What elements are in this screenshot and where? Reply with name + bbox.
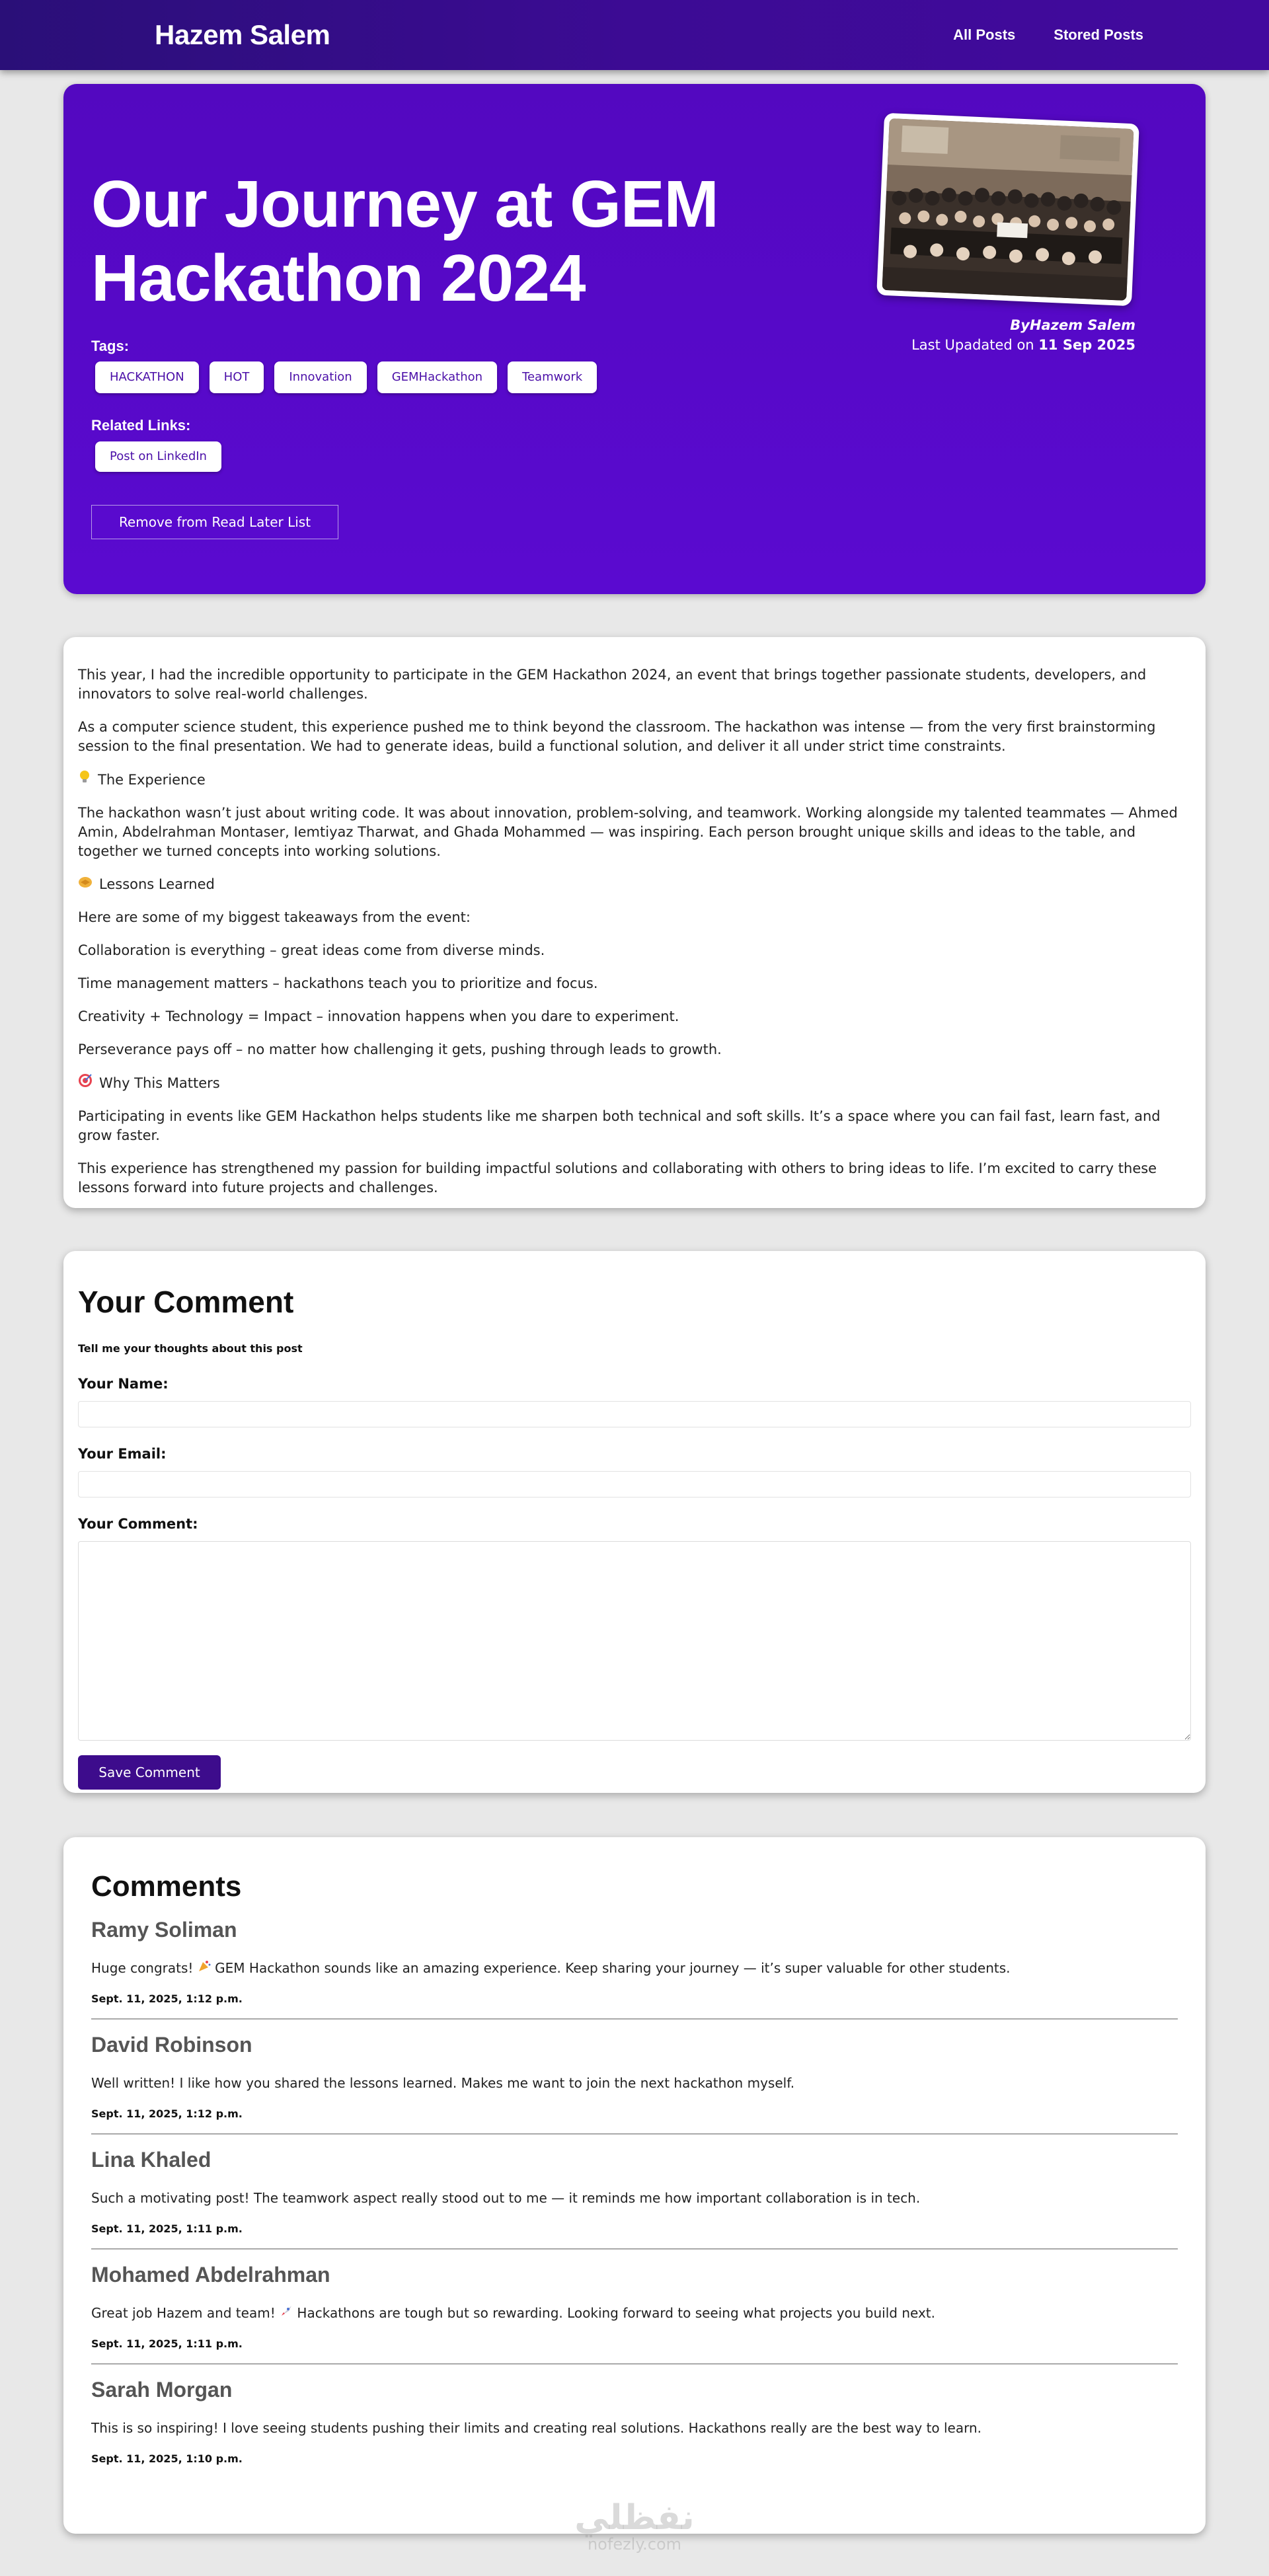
comment-form-title: Your Comment bbox=[78, 1285, 294, 1319]
post-content bbox=[63, 637, 1206, 1208]
comment-text: Well written! I like how you shared the lessons learned. Makes me want to join the next hackathon myself. bbox=[91, 2075, 795, 2091]
post-byline bbox=[911, 315, 1135, 355]
comment-item bbox=[91, 2033, 1178, 2135]
section-heading-text: Why This Matters bbox=[99, 1075, 220, 1091]
lightbulb-icon bbox=[78, 770, 91, 790]
comment-item bbox=[91, 2263, 1178, 2365]
post-image-frame bbox=[876, 113, 1139, 307]
post-paragraph: Here are some of my biggest takeaways from the event: bbox=[78, 909, 471, 925]
post-paragraph: As a computer science student, this experience pushed me to think beyond the classroom. The hackathon was intense — from the very first brainstorming session to the final presentation. We had to generate ideas, build a functional solution, and deliver it all under strict time constraints. bbox=[78, 719, 1156, 754]
post-hero bbox=[63, 84, 1206, 594]
site-brand[interactable]: Hazem Salem bbox=[155, 19, 330, 50]
post-title: Our Journey at GEM Hackathon 2024 bbox=[91, 167, 718, 315]
comment-date: Sept. 11, 2025, 1:10 p.m. bbox=[91, 2452, 243, 2465]
nav-links bbox=[953, 26, 1143, 44]
target-icon bbox=[78, 1073, 93, 1093]
nav-link-all-posts[interactable]: All Posts bbox=[953, 26, 1016, 43]
comment-author: Lina Khaled bbox=[91, 2148, 212, 2172]
comment-author: Mohamed Abdelrahman bbox=[91, 2263, 330, 2287]
post-paragraph: This year, I had the incredible opportunity to participate in the GEM Hackathon 2024, an event that brings together passionate students, developers, and innovators to solve real-world challenges. bbox=[78, 667, 1147, 702]
comments-list bbox=[63, 1837, 1206, 2534]
post-image bbox=[882, 118, 1134, 301]
comment-author: David Robinson bbox=[91, 2033, 252, 2057]
related-links-label: Related Links: bbox=[91, 417, 191, 434]
comment-date: Sept. 11, 2025, 1:11 p.m. bbox=[91, 2337, 243, 2350]
post-paragraph: Creativity + Technology = Impact – innovation happens when you dare to experiment. bbox=[78, 1008, 679, 1024]
handshake-icon bbox=[78, 875, 93, 894]
top-navbar bbox=[0, 0, 1269, 70]
post-paragraph: Perseverance pays off – no matter how challenging it gets, pushing through leads to growth. bbox=[78, 1042, 722, 1057]
linkedin-post-link[interactable]: Post on LinkedIn bbox=[95, 441, 221, 472]
rocket-icon bbox=[280, 2305, 293, 2321]
related-links bbox=[95, 441, 221, 472]
comment-form bbox=[63, 1251, 1206, 1793]
tag-chip[interactable]: HACKATHON bbox=[95, 361, 199, 393]
comment-text: Such a motivating post! The teamwork aspect really stood out to me — it reminds me how important collaboration is in tech. bbox=[91, 2190, 921, 2206]
name-label: Your Name: bbox=[78, 1376, 169, 1392]
tag-chip[interactable]: Teamwork bbox=[508, 361, 597, 393]
comment-item bbox=[91, 2148, 1178, 2250]
email-input[interactable] bbox=[78, 1471, 1191, 1497]
comment-text-part: Hackathons are tough but so rewarding. Looking forward to seeing what projects you build next. bbox=[293, 2305, 936, 2321]
post-paragraph: Participating in events like GEM Hackathon helps students like me sharpen both technical and soft skills. It’s a space where you can fail fast, learn fast, and grow faster. bbox=[78, 1108, 1161, 1143]
comment-text-part: Huge congrats! bbox=[91, 1960, 198, 1976]
comment-date: Sept. 11, 2025, 1:11 p.m. bbox=[91, 2222, 243, 2235]
comment-text bbox=[91, 2304, 1178, 2322]
post-paragraph: Time management matters – hackathons teach you to prioritize and focus. bbox=[78, 975, 598, 991]
comment-text-part: GEM Hackathon sounds like an amazing experience. Keep sharing your journey — it’s super valuable for other students. bbox=[210, 1960, 1011, 1976]
comment-author: Ramy Soliman bbox=[91, 1918, 237, 1942]
comment-item bbox=[91, 1918, 1178, 2020]
remove-read-later-button[interactable]: Remove from Read Later List bbox=[91, 505, 338, 539]
section-heading-text: Lessons Learned bbox=[99, 876, 215, 892]
save-comment-button[interactable]: Save Comment bbox=[78, 1755, 221, 1790]
comment-date: Sept. 11, 2025, 1:12 p.m. bbox=[91, 1992, 243, 2005]
comment-text: This is so inspiring! I love seeing students pushing their limits and creating real solutions. Hackathons really are the best way to learn. bbox=[91, 2420, 982, 2436]
post-paragraph: Collaboration is everything – great ideas come from diverse minds. bbox=[78, 942, 545, 958]
email-label: Your Email: bbox=[78, 1446, 167, 1462]
post-paragraph: This experience has strengthened my passion for building impactful solutions and collaborating with others to bring ideas to life. I’m excited to carry these lessons forward into future projects and challenges. bbox=[78, 1160, 1157, 1195]
last-updated-date: 11 Sep 2025 bbox=[1038, 337, 1135, 353]
tag-list bbox=[95, 361, 597, 393]
tag-chip[interactable]: GEMHackathon bbox=[377, 361, 497, 393]
post-author: ByHazem Salem bbox=[1010, 317, 1135, 333]
post-paragraph: The hackathon wasn’t just about writing code. It was about innovation, problem-solving, and teamwork. Working alongside my talented teammates — Ahmed Amin, Abdelrahman Montaser, Iemtiyaz Tharwat, and Ghada Mohammed — was inspiring. Each person brought unique skills and ideas to the table, and together we turned concepts into working solutions. bbox=[78, 805, 1178, 859]
comment-item bbox=[91, 2378, 1178, 2478]
comment-text-part: Great job Hazem and team! bbox=[91, 2305, 280, 2321]
watermark bbox=[562, 2498, 707, 2554]
comment-date: Sept. 11, 2025, 1:12 p.m. bbox=[91, 2107, 243, 2120]
comment-form-subtitle: Tell me your thoughts about this post bbox=[78, 1342, 303, 1355]
section-heading-text: The Experience bbox=[98, 771, 206, 788]
watermark-arabic: نفظلي bbox=[574, 2498, 695, 2538]
tag-chip[interactable]: Innovation bbox=[274, 361, 366, 393]
last-updated-label: Last Upadated on bbox=[911, 337, 1034, 353]
nav-link-stored-posts[interactable]: Stored Posts bbox=[1054, 26, 1143, 43]
party-popper-icon bbox=[198, 1960, 211, 1976]
last-updated bbox=[911, 335, 1135, 355]
tag-chip[interactable]: HOT bbox=[210, 361, 264, 393]
group-photo-illustration bbox=[882, 118, 1134, 301]
section-heading-lessons bbox=[78, 875, 1191, 894]
comment-label: Your Comment: bbox=[78, 1516, 198, 1532]
comment-text bbox=[91, 1959, 1178, 1977]
comment-textarea[interactable] bbox=[78, 1541, 1191, 1741]
watermark-latin: nofezly.com bbox=[587, 2535, 682, 2554]
tags-label: Tags: bbox=[91, 338, 130, 354]
name-input[interactable] bbox=[78, 1401, 1191, 1427]
section-heading-experience bbox=[78, 770, 1191, 790]
comment-author: Sarah Morgan bbox=[91, 2378, 233, 2402]
section-heading-why bbox=[78, 1073, 1191, 1093]
comments-title: Comments bbox=[91, 1870, 242, 1903]
